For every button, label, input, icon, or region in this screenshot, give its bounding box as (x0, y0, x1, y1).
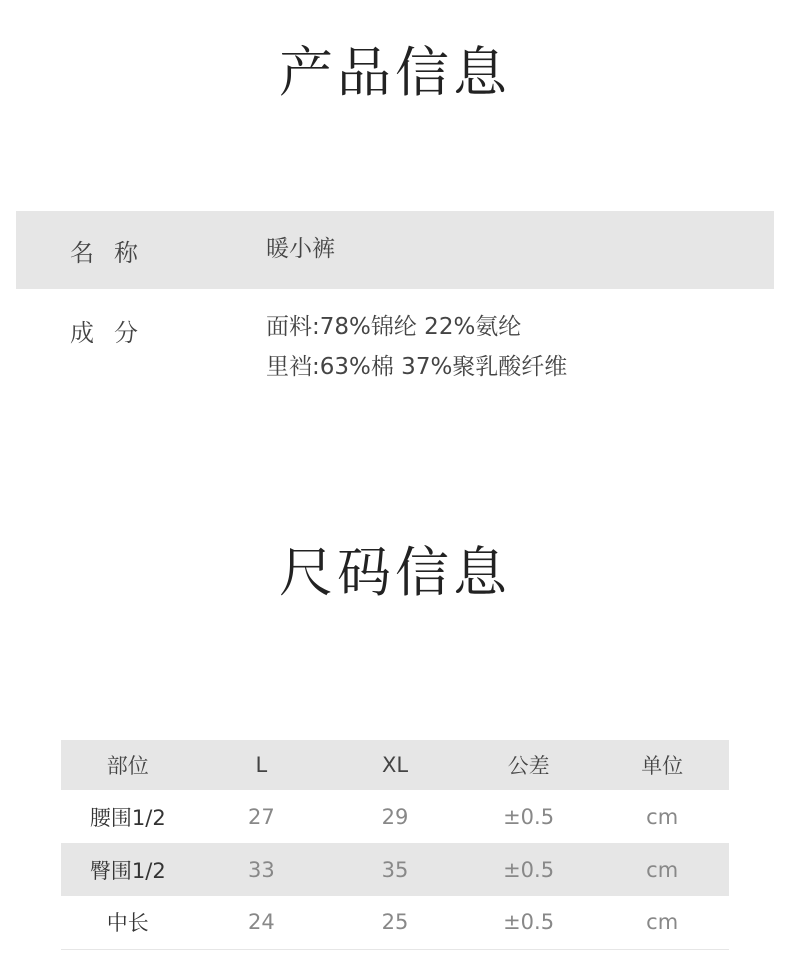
cell-part: 中长 (61, 896, 195, 949)
cell-tolerance: ±0.5 (462, 896, 596, 949)
product-name-row (16, 211, 774, 289)
cell-unit: cm (595, 896, 729, 949)
table-row (61, 790, 729, 843)
header-part: 部位 (106, 754, 149, 778)
cell-tolerance: ±0.5 (503, 857, 555, 882)
cell-tolerance: ±0.5 (503, 804, 555, 829)
cell-l: 24 (195, 896, 329, 949)
product-name-label: 名称 (70, 239, 158, 267)
product-info-title: 产品信息 (279, 41, 511, 104)
lining-composition: 里裆:63%棉 37%聚乳酸纤维 (266, 354, 568, 380)
cell-l: 33 (248, 857, 275, 882)
product-name-value (266, 229, 335, 269)
table-header-row (61, 740, 729, 790)
product-name-text: 暖小裤 (266, 236, 335, 262)
header-unit: 单位 (641, 754, 684, 778)
cell-xl: 25 (328, 896, 462, 949)
cell-unit: cm (646, 857, 679, 882)
cell-part: 腰围1/2 (89, 805, 166, 830)
composition-value (266, 307, 567, 387)
cell-unit: cm (646, 804, 679, 829)
size-info-title: 尺码信息 (279, 541, 511, 604)
cell-part: 臀围1/2 (89, 858, 166, 883)
composition-row (16, 289, 774, 389)
table-row (61, 896, 729, 949)
header-tolerance: 公差 (507, 754, 550, 778)
fabric-composition: 面料:78%锦纶 22%氨纶 (266, 314, 522, 340)
table-row (61, 843, 729, 896)
composition-label: 成分 (70, 319, 158, 347)
header-size-xl: XL (381, 753, 409, 777)
size-table (61, 740, 729, 950)
header-size-l: L (255, 753, 268, 777)
cell-xl: 35 (381, 857, 409, 882)
cell-xl: 29 (381, 804, 409, 829)
cell-l: 27 (248, 804, 275, 829)
